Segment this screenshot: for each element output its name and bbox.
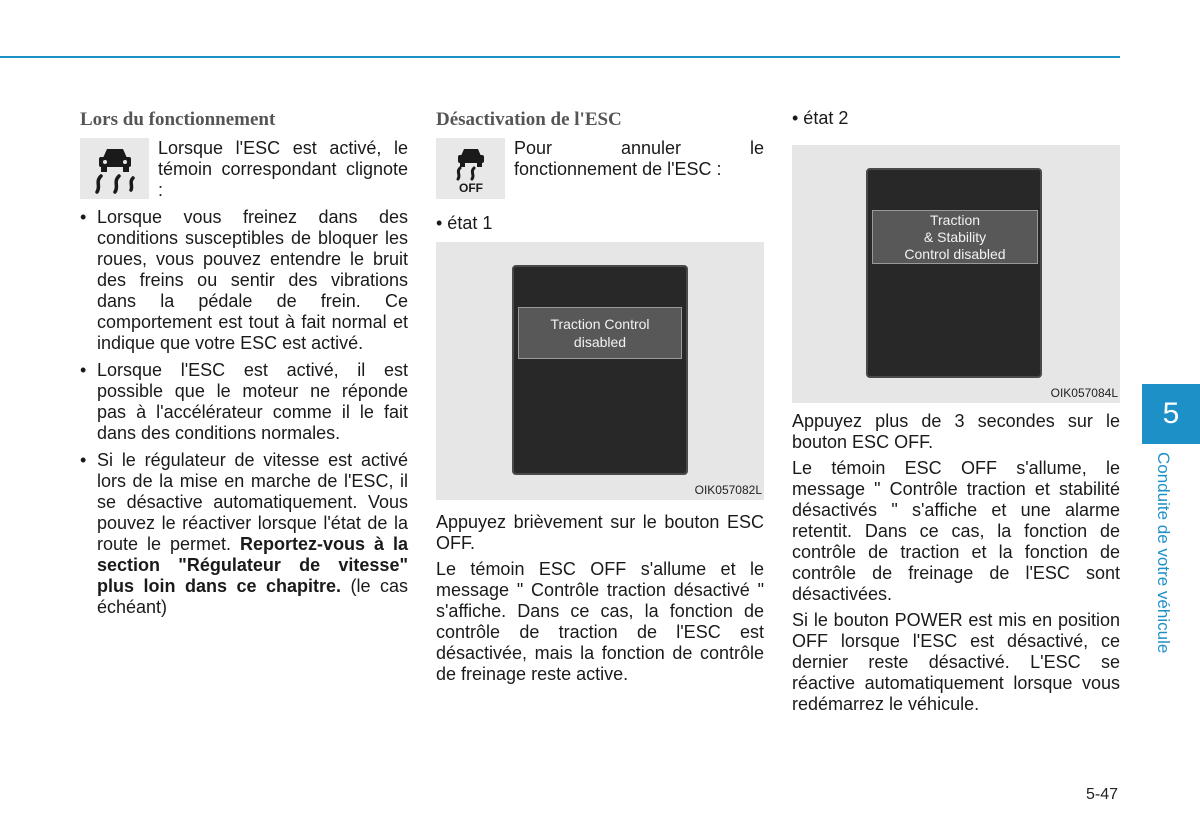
intro-row [80, 138, 408, 201]
figure-state-2 [792, 145, 1120, 403]
column-state-2 [792, 108, 1120, 720]
state-1-description: Le témoin ESC OFF s'allume et le message " Contrôle traction désactivé " s'affiche. Dans ce cas, la fonction de contrôle de traction de l'ESC est désactivée, mais la fonction de contrôle de freinage reste active. [436, 559, 764, 684]
state-2-label: • état 2 [792, 108, 849, 128]
cross-reference: Reportez-vous à la section "Régulateur de vitesse" plus loin dans ce chapitre. [97, 534, 408, 596]
top-rule [0, 56, 1120, 58]
bullet-item: • Lorsque l'ESC est activé, il est possible que le moteur ne réponde pas à l'accélérateur comme il le fait dans des conditions normales. [80, 360, 408, 444]
cluster-message: Traction & Stability Control disabled [872, 210, 1038, 264]
column-deactivation [436, 108, 764, 690]
chapter-tab: 5 [1142, 384, 1200, 444]
deactivation-intro: Pour annuler le fonctionnement de l'ESC : [514, 138, 764, 179]
bullet-item: • Si le régulateur de vitesse est activé lors de la mise en marche de l'ESC, il se désactive automatiquement. Vous pouvez le réactiver lorsque l'état de la route le permet. Reportez-vous à la section "Régulateur de vitesse" plus loin dans ce chapitre. (le cas échéant) [80, 450, 408, 618]
page-number: 5-47 [1085, 786, 1118, 803]
power-off-note: Si le bouton POWER est mis en position OFF lorsque l'ESC est désactivé, ce dernier reste désactivé. L'ESC se réactive automatiquement lorsque vous redémarrez le véhicule. [792, 610, 1120, 714]
operation-bullets [80, 207, 408, 618]
figure-code: OIK057084L [1050, 386, 1118, 400]
state-2-instruction: Appuyez plus de 3 secondes sur le bouton ESC OFF. [792, 411, 1120, 452]
chapter-title: Conduite de votre véhicule [1154, 452, 1173, 654]
heading-deactivation: Désactivation de l'ESC [436, 109, 622, 130]
esc-off-icon [436, 138, 505, 199]
cluster-screen [866, 168, 1042, 378]
cluster-message: Traction Control disabled [518, 307, 682, 359]
bullet-item: • Lorsque vous freinez dans des conditions susceptibles de bloquer les roues, vous pouvez entendre le bruit des freins ou sentir des vibrations dans la pédale de frein. Ce comportement est tout à fait normal et indique que votre ESC est activé. [80, 207, 408, 354]
cluster-screen [512, 265, 688, 475]
esc-skid-icon [80, 138, 149, 199]
state-1-instruction: Appuyez brièvement sur le bouton ESC OFF. [436, 512, 764, 553]
state-2-description: Le témoin ESC OFF s'allume, le message " Contrôle traction et stabilité désactivés " s'affiche et une alarme retentit. Dans ce cas, la fonction de contrôle de traction et la fonction de contrôle de freinage de l'ESC sont désactivées. [792, 458, 1120, 604]
state-1-label: • état 1 [436, 213, 493, 233]
column-operation [80, 108, 408, 624]
figure-code: OIK057082L [694, 483, 762, 497]
figure-state-1 [436, 242, 764, 500]
intro-text: Lorsque l'ESC est activé, le témoin correspondant clignote : [158, 138, 408, 200]
heading-operation: Lors du fonctionnement [80, 109, 276, 130]
deactivation-intro-row [436, 138, 764, 199]
off-label: OFF [458, 180, 483, 194]
